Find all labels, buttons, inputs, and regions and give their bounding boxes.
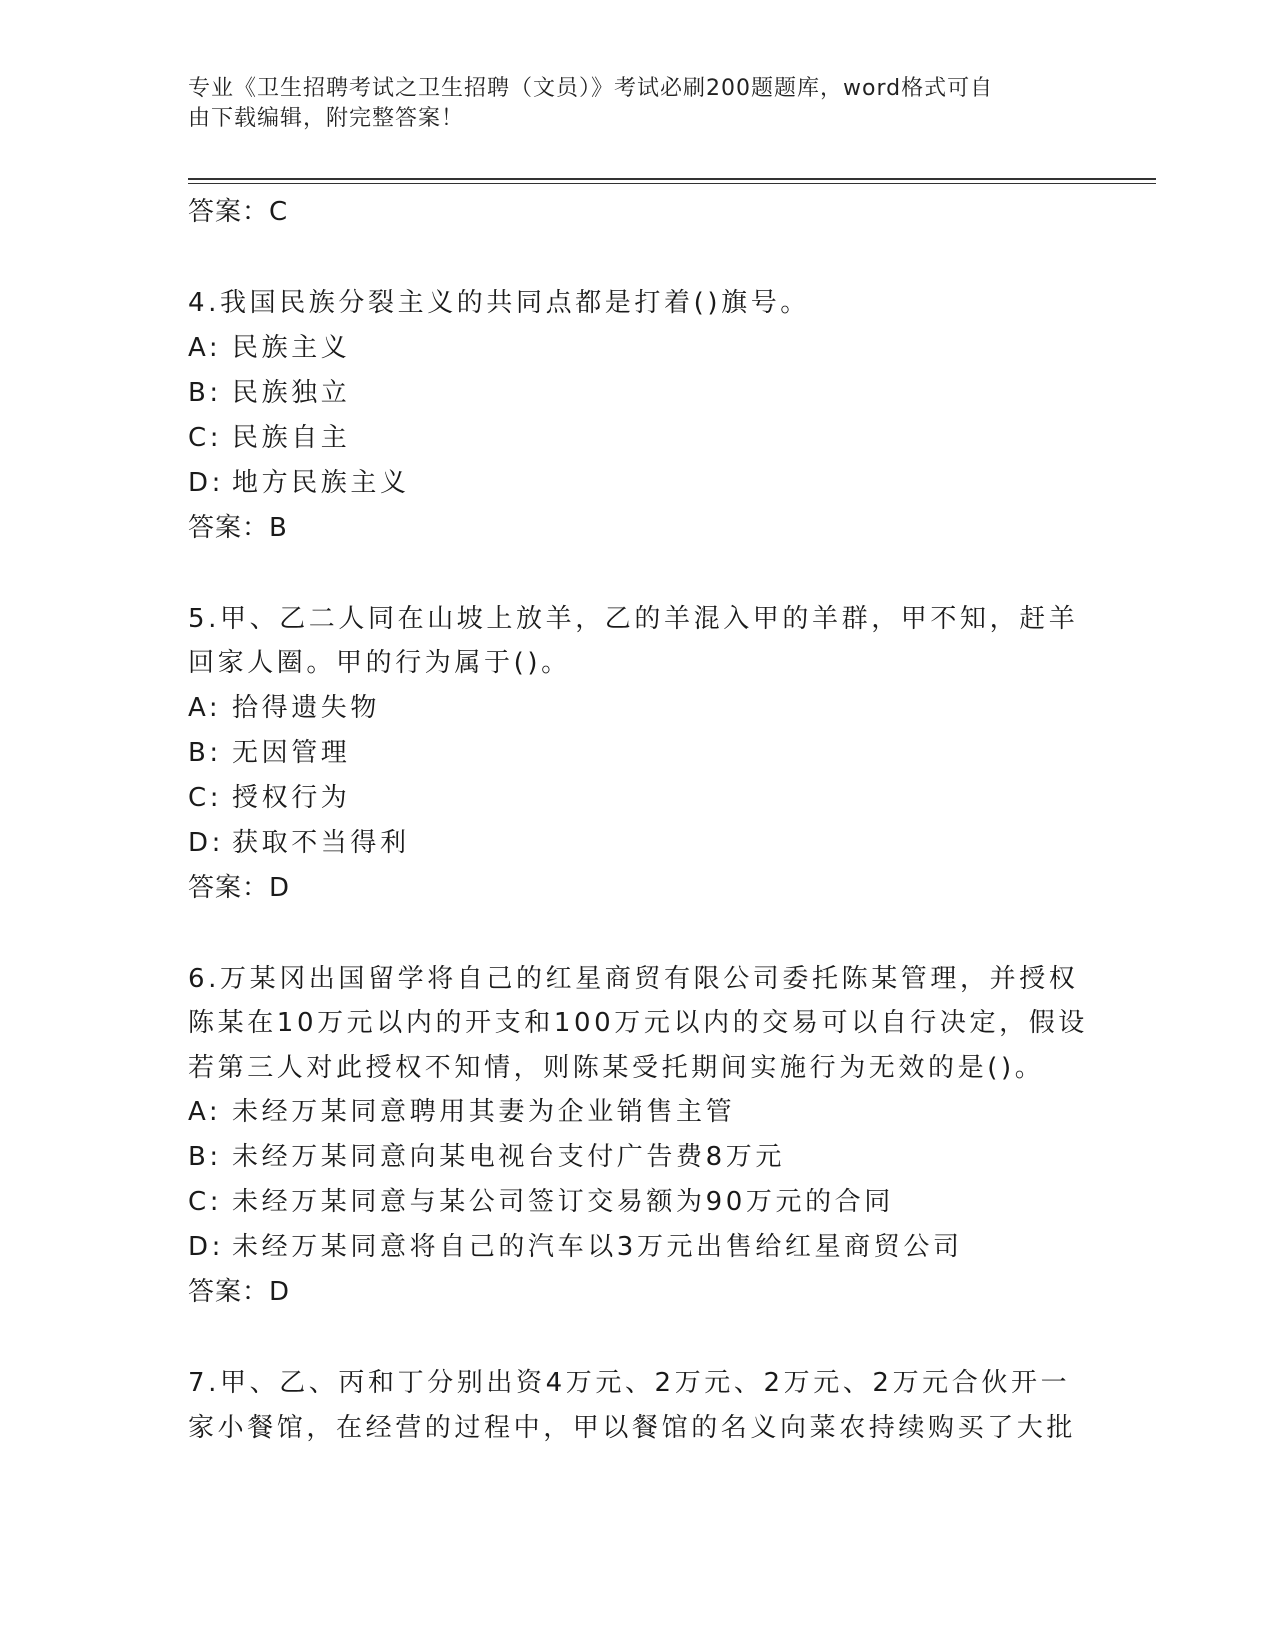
question-stem-line: 回家人圈。甲的行为属于()。 xyxy=(188,648,571,678)
option-a xyxy=(188,1090,1088,1135)
answer-line: 答案：B xyxy=(188,512,288,543)
question-stem-line: 7.甲、乙、丙和丁分别出资4万元、2万元、2万元、2万元合伙开一 xyxy=(188,1368,1071,1398)
option-text: 民族主义 xyxy=(232,332,351,363)
question-block xyxy=(188,597,1088,910)
option-text: 拾得遗失物 xyxy=(232,692,381,723)
page-header xyxy=(188,74,1068,134)
option-letter: C: xyxy=(188,1187,223,1217)
option-text: 未经万某同意将自己的汽车以3万元出售给红星商贸公司 xyxy=(232,1232,963,1262)
answer-line: 答案：C xyxy=(188,197,289,227)
header-divider-thin xyxy=(188,183,1156,184)
option-letter: D: xyxy=(188,1232,224,1262)
option-text: 民族独立 xyxy=(232,377,351,408)
option-letter: A: xyxy=(188,332,222,363)
option-text: 地方民族主义 xyxy=(232,467,410,498)
question-stem-line: 5.甲、乙二人同在山坡上放羊，乙的羊混入甲的羊群，甲不知，赶羊 xyxy=(188,603,1079,634)
question-stem-line: 6.万某冈出国留学将自己的红星商贸有限公司委托陈某管理，并授权 xyxy=(188,963,1079,994)
answer-line: 答案：D xyxy=(188,872,291,903)
spacer xyxy=(188,910,1088,957)
option-d xyxy=(188,821,1088,866)
option-b xyxy=(188,1135,1088,1180)
option-a xyxy=(188,686,1088,731)
question-stem-line: 陈某在10万元以内的开支和100万元以内的交易可以自行决定，假设 xyxy=(188,1008,1088,1038)
question-stem-line: 若第三人对此授权不知情，则陈某受托期间实施行为无效的是()。 xyxy=(188,1052,1045,1083)
option-text: 未经万某同意聘用其妻为企业销售主管 xyxy=(232,1097,736,1127)
option-letter: D: xyxy=(188,467,224,498)
question-block xyxy=(188,281,1088,550)
option-letter: B: xyxy=(188,377,222,408)
option-text: 无因管理 xyxy=(232,737,351,768)
question-stem-line: 家小餐馆，在经营的过程中，甲以餐馆的名义向菜农持续购买了大批 xyxy=(188,1412,1077,1443)
header-divider-thick xyxy=(188,178,1156,180)
option-c xyxy=(188,1180,1088,1225)
option-c xyxy=(188,416,1088,461)
question-list xyxy=(188,190,1088,1450)
spacer xyxy=(188,1314,1088,1361)
option-text: 民族自主 xyxy=(232,422,351,453)
option-letter: C: xyxy=(188,782,223,813)
option-letter: D: xyxy=(188,827,224,858)
option-c xyxy=(188,776,1088,821)
question-block xyxy=(188,957,1088,1315)
option-letter: A: xyxy=(188,692,222,723)
spacer xyxy=(188,234,1088,281)
option-text: 授权行为 xyxy=(232,782,351,813)
answer-line: 答案：D xyxy=(188,1277,291,1307)
option-text: 未经万某同意向某电视台支付广告费8万元 xyxy=(232,1142,785,1172)
option-text: 获取不当得利 xyxy=(232,827,410,858)
spacer xyxy=(188,550,1088,597)
option-d xyxy=(188,1225,1088,1270)
question-block xyxy=(188,1361,1088,1450)
header-line-1: 专业《卫生招聘考试之卫生招聘（文员）》考试必刷200题题库，word格式可自 xyxy=(188,76,994,101)
option-b xyxy=(188,371,1088,416)
option-d xyxy=(188,461,1088,506)
option-a xyxy=(188,326,1088,371)
question-stem-line: 4.我国民族分裂主义的共同点都是打着()旗号。 xyxy=(188,288,810,318)
option-letter: B: xyxy=(188,1142,222,1172)
option-letter: B: xyxy=(188,737,222,768)
option-b xyxy=(188,731,1088,776)
option-letter: A: xyxy=(188,1097,222,1127)
header-line-2: 由下载编辑，附完整答案！ xyxy=(188,106,465,131)
option-letter: C: xyxy=(188,422,223,453)
option-text: 未经万某同意与某公司签订交易额为90万元的合同 xyxy=(232,1187,894,1217)
